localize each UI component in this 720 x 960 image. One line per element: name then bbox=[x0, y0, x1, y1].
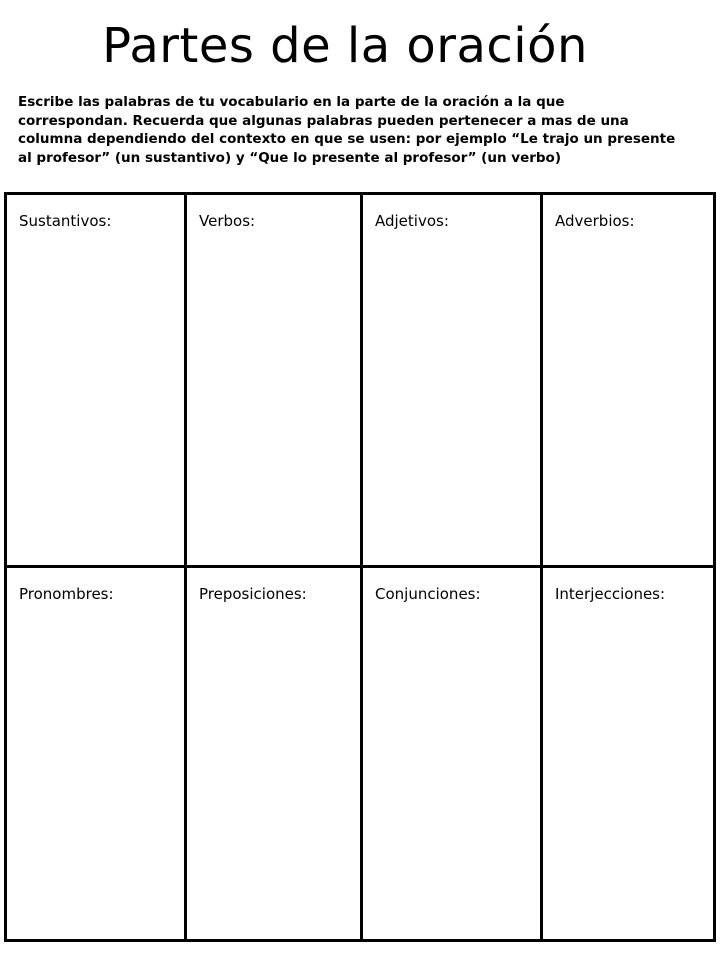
instructions-line: al profesor” (un sustantivo) y “Que lo presente al profesor” (un verbo) bbox=[18, 149, 561, 166]
cell-label: Sustantivos: bbox=[19, 212, 112, 230]
cell-label: Preposiciones: bbox=[199, 585, 307, 603]
cell-interjecciones[interactable] bbox=[543, 568, 713, 939]
instructions-line: Escribe las palabras de tu vocabulario en la parte de la oración a la que bbox=[18, 94, 565, 110]
cell-label: Adverbios: bbox=[555, 212, 635, 230]
parts-of-speech-table bbox=[4, 192, 716, 942]
cell-label: Verbos: bbox=[199, 212, 256, 230]
cell-conjunciones[interactable] bbox=[363, 568, 543, 939]
cell-label: Pronombres: bbox=[19, 585, 114, 603]
cell-label: Adjetivos: bbox=[375, 212, 449, 230]
cell-pronombres[interactable] bbox=[7, 568, 187, 939]
cell-preposiciones[interactable] bbox=[187, 568, 363, 939]
cell-label: Conjunciones: bbox=[375, 585, 481, 603]
cell-adjetivos[interactable] bbox=[363, 195, 543, 568]
cell-adverbios[interactable] bbox=[543, 195, 713, 568]
cell-sustantivos[interactable] bbox=[7, 195, 187, 568]
cell-verbos[interactable] bbox=[187, 195, 363, 568]
worksheet-title: Partes de la oración bbox=[102, 18, 588, 74]
cell-label: Interjecciones: bbox=[555, 585, 666, 603]
instructions-line: columna dependiendo del contexto en que se usen: por ejemplo “Le trajo un presente bbox=[18, 131, 676, 147]
instructions-paragraph bbox=[18, 93, 708, 167]
instructions-line: correspondan. Recuerda que algunas palabras pueden pertenecer a mas de una bbox=[18, 112, 629, 129]
